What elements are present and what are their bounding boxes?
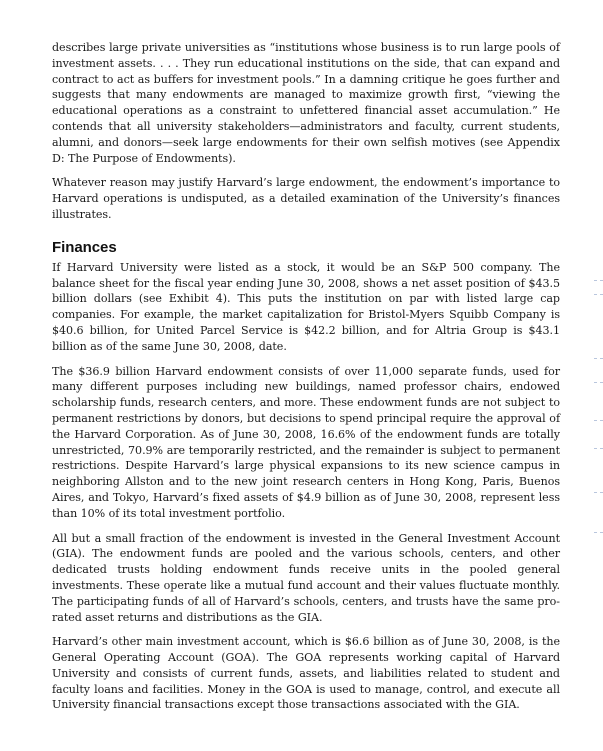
document-page	[52, 40, 560, 722]
paragraph-gia: All but a small fraction of the endowment is invested in the General Investment Account (GIA). The endowment funds are pooled and the various schools, centers, and other dedicated trusts holding endowment funds receive units in the pooled general investments. These operate like a mutual fund account and their values fluctuate monthly. The participating funds of all of Harvard’s schools, centers, and trusts have the same pro-rated asset returns and distributions as the GIA.	[52, 531, 560, 624]
margin-dashes	[590, 270, 603, 570]
paragraph-endowment-importance: Whatever reason may justify Harvard’s large endowment, the endowment’s importance to Harvard operations is undisputed, as a detailed examination of the University’s finances illustrates.	[52, 176, 560, 221]
paragraph-sp500-comparison: If Harvard University were listed as a stock, it would be an S&P 500 company. The balance sheet for the fiscal year ending June 30, 2008, shows a net asset position of $43.5 billion dollars (see Exhibit 4). This puts the institution on par with listed large cap companies. For example, the market capitalization for Bristol-Myers Squibb Company is $40.6 billion, for United Parcel Service is $42.2 billion, and for Altria Group is $43.1 billion as of the same June 30, 2008, date.	[52, 260, 560, 353]
paragraph-goa: Harvard’s other main investment account, which is $6.6 billion as of June 30, 2008, is the General Operating Account (GOA). The GOA represents working capital of Harvard University and consists of current funds, assets, and liabilities related to student and faculty loans and facilities. Money in the GOA is used to manage, control, and execute all University financial transactions except those transactions associated with the GIA.	[52, 635, 560, 712]
paragraph-endowment-funds: The $36.9 billion Harvard endowment consists of over 11,000 separate funds, used for many different purposes including new buildings, named professor chairs, endowed scholarship funds, research centers, and more. These endowment funds are not subject to permanent restrictions by donors, but decisions to spend principal require the approval of the Harvard Corporation. As of June 30, 2008, 16.6% of the endowment funds are totally unrestricted, 70.9% are temporarily restricted, and the remainder is subject to permanent restrictions. Despite Harvard’s large physical expansions to its new science campus in neighboring Allston and to the new joint research centers in Hong Kong, Paris, Buenos Aires, and Tokyo, Harvard’s fixed assets of $4.9 billion as of June 30, 2008, represent less than 10% of its total investment portfolio.	[52, 364, 560, 520]
paragraph-endowment-critique: describes large private universities as “institutions whose business is to run large pools of investment assets. . . . They run educational institutions on the side, that can expand and contract to act as buffers for investment pools.” In a damning critique he goes further and suggests that many endowments are managed to maximize growth first, “viewing the educational operations as a constraint to unfettered financial asset accumulation.” He contends that all university stakeholders—administrators and faculty, current students, alumni, and donors—seek large endowments for their own selfish motives (see Appendix D: The Purpose of Endowments).	[52, 41, 560, 165]
section-heading-finances: Finances	[52, 238, 117, 256]
